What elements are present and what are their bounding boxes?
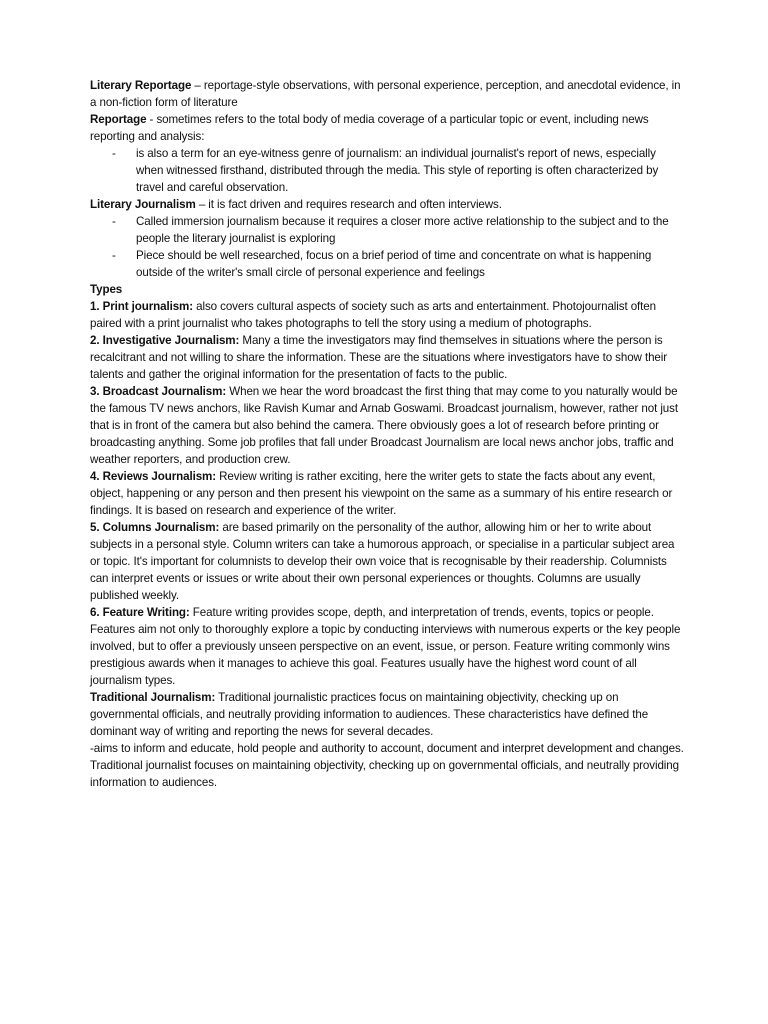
type-definition: Many a time the investigators may find themselves in situations where the person is recalcitrant and not willing to share the information. These are the situations where investigators have to show their talents and gather the original information for the presentation of facts to the public. xyxy=(90,334,668,381)
traditional-journalism-aims: -aims to inform and educate, hold people and authority to account, document and interpret development and changes. Traditional journalist focuses on maintaining objectivity, checking up on governmental officials, and neutrally providing information to audiences. xyxy=(90,742,684,789)
traditional-journalism-definition: Traditional journalistic practices focus on maintaining objectivity, checking up on governmental officials, and neutrally providing information to audiences. These characteristics have defined the dominant way of writing and reporting the news for several decades. xyxy=(90,691,649,738)
reportage-term: Reportage xyxy=(90,113,147,126)
bullet-dash: - xyxy=(112,215,116,228)
literary-reportage-paragraph xyxy=(90,77,686,111)
literary-reportage-term: Literary Reportage xyxy=(90,79,192,92)
type-definition: Review writing is rather exciting, here the writer gets to state the facts about any event, object, happening or any person and then present his viewpoint on the same as a summary of his entire research or findings. It is based on research and experience of the writer. xyxy=(90,470,673,517)
literary-journalism-bullet-text: Piece should be well researched, focus on a brief period of time and concentrate on what is happening outside of the writer's small circle of personal experience and feelings xyxy=(136,249,652,279)
traditional-journalism-term: Traditional Journalism: xyxy=(90,691,216,704)
literary-reportage-definition: – reportage-style observations, with personal experience, perception, and anecdotal evidence, in a non-fiction form of literature xyxy=(90,79,681,109)
type-paragraph-reviews xyxy=(90,468,686,519)
type-definition: Feature writing provides scope, depth, and interpretation of trends, events, topics or people. Features aim not only to thoroughly explore a topic by conducting interviews with numerous experts or the key people involved, but to offer a previously unseen perspective on an event, issue, or person. Feature writing commonly wins prestigious awards when it manages to achieve this goal. Features usually have the highest word count of all journalism types. xyxy=(90,606,681,687)
type-paragraph-columns xyxy=(90,519,686,604)
type-term: 6. Feature Writing: xyxy=(90,606,190,619)
type-term: 2. Investigative Journalism: xyxy=(90,334,240,347)
types-heading: Types xyxy=(90,283,123,296)
type-definition: are based primarily on the personality of the author, allowing him or her to write about subjects in a personal style. Column writers can take a humorous approach, or specialise in a particular subject area or topic. It's important for columnists to develop their own voice that is recognisable by their readership. Columnists can interpret events or issues or write about their own personal experiences or thoughts. Columns are usually published weekly. xyxy=(90,521,675,602)
type-definition: also covers cultural aspects of society such as arts and entertainment. Photojournalist often paired with a print journalist who takes photographs to tell the story using a medium of photographs. xyxy=(90,300,656,330)
literary-journalism-bullet-item xyxy=(90,213,686,247)
literary-journalism-term: Literary Journalism xyxy=(90,198,196,211)
bullet-dash: - xyxy=(112,147,116,160)
document-page xyxy=(90,77,686,791)
reportage-paragraph xyxy=(90,111,686,145)
type-paragraph-feature xyxy=(90,604,686,689)
reportage-definition: - sometimes refers to the total body of media coverage of a particular topic or event, including news reporting and analysis: xyxy=(90,113,649,143)
literary-journalism-paragraph xyxy=(90,196,686,213)
literary-journalism-bullet-item xyxy=(90,247,686,281)
type-term: 3. Broadcast Journalism: xyxy=(90,385,227,398)
literary-journalism-bullet-text: Called immersion journalism because it requires a closer more active relationship to the subject and to the people the literary journalist is exploring xyxy=(136,215,669,245)
type-paragraph-broadcast xyxy=(90,383,686,468)
type-paragraph-investigative xyxy=(90,332,686,383)
type-term: 4. Reviews Journalism: xyxy=(90,470,217,483)
reportage-bullet-item xyxy=(90,145,686,196)
traditional-journalism-paragraph xyxy=(90,689,686,740)
type-paragraph-print xyxy=(90,298,686,332)
literary-journalism-definition: – it is fact driven and requires research and often interviews. xyxy=(195,198,502,211)
type-term: 5. Columns Journalism: xyxy=(90,521,220,534)
bullet-dash: - xyxy=(112,249,116,262)
type-definition: When we hear the word broadcast the first thing that may come to you naturally would be the famous TV news anchors, like Ravish Kumar and Arnab Goswami. Broadcast journalism, however, rather not just that is in front of the camera but also behind the camera. There obviously goes a lot of research before printing or broadcasting anything. Some job profiles that fall under Broadcast Journalism are local news anchor jobs, traffic and weather reporters, and production crew. xyxy=(90,385,678,466)
reportage-bullet-text: is also a term for an eye-witness genre of journalism: an individual journalist's report of news, especially when witnessed firsthand, distributed through the media. This style of reporting is often characterized by travel and careful observation. xyxy=(136,147,659,194)
type-term: 1. Print journalism: xyxy=(90,300,194,313)
